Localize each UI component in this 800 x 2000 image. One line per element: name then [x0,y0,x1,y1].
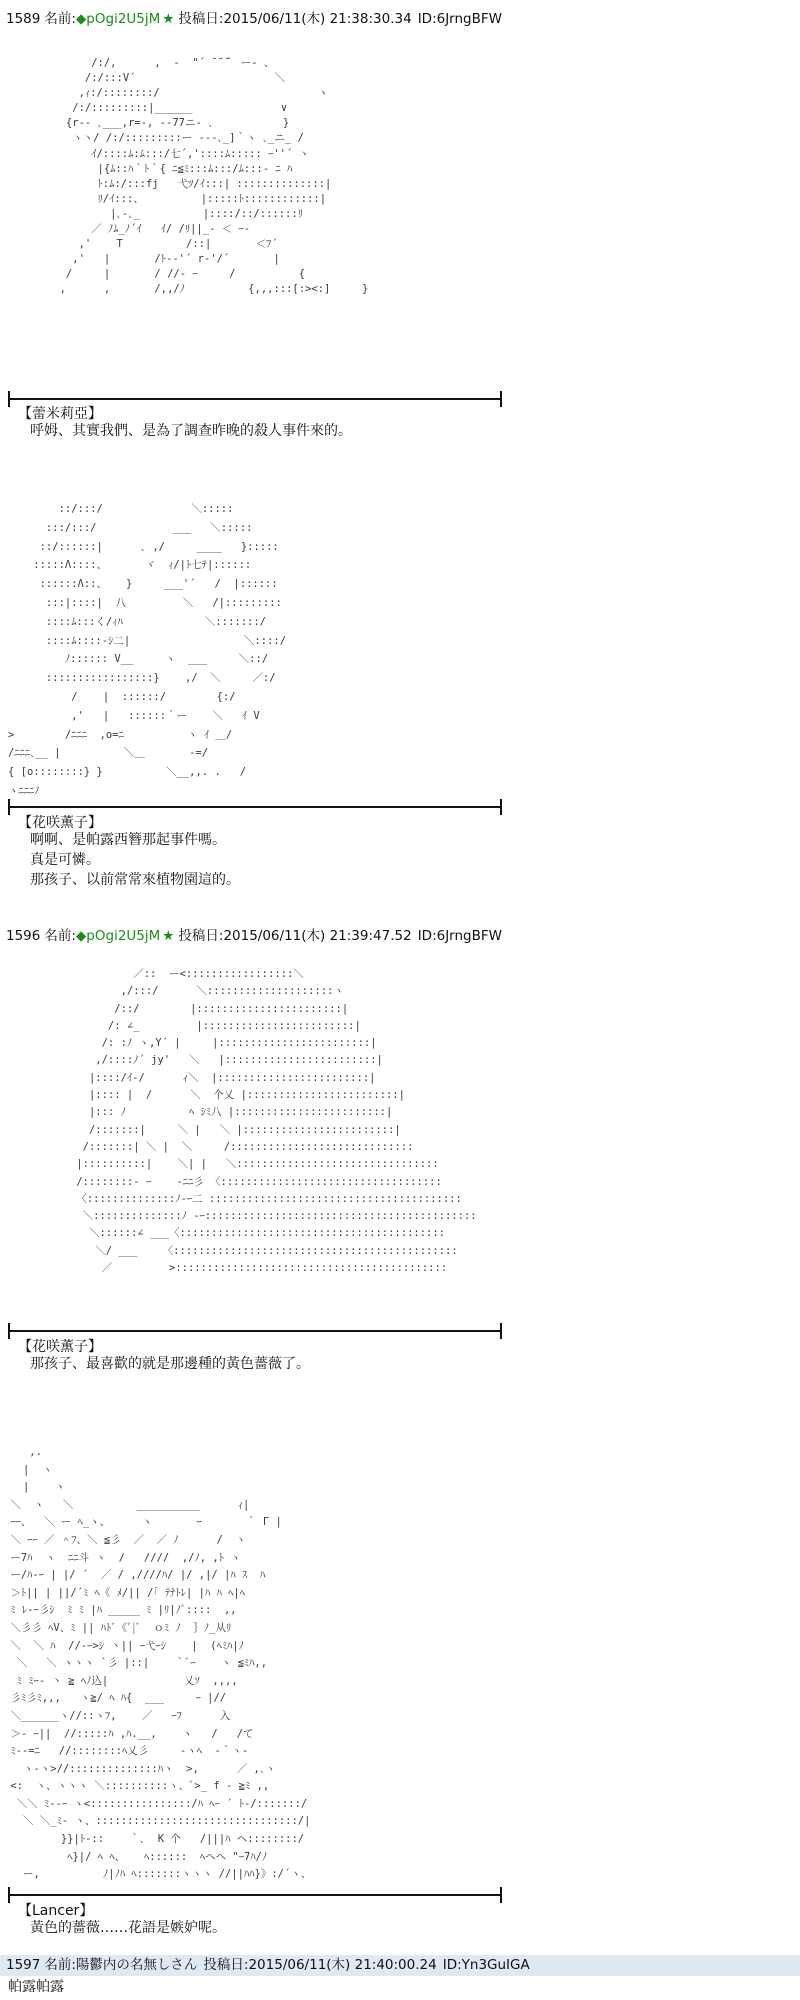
dialogue-lines [30,1918,226,1938]
dialogue-line: 黃色的薔薇……花語是嫉妒呢。 [30,1920,226,1936]
post-number[interactable]: 1597 [6,1957,41,1973]
post-id[interactable]: ID:6JrngBFW [417,11,502,27]
post-id[interactable]: ID:Yn3GuIGA [442,1957,530,1973]
dialogue-line: 那孩子、以前常常來植物園這的。 [30,872,240,888]
tripcode: ◆pOgi2U5jM [75,11,161,27]
dialogue-lines [30,1354,310,1374]
post-number[interactable]: 1596 [6,928,41,944]
divider [8,398,502,400]
divider [8,806,502,808]
dialogue-line: 啊啊、是帕露西簪那起事件嗎。 [30,832,226,848]
post-header [0,1955,530,1975]
ascii-art: ,. | ヽ | ヽ ＼ ヽ ＼ __________ ｨ| ｰｰ、 ＼ ー ﾍ_ヽ、 ヽ ｰ ｀ Γ | ＼ ｰｰ ／ ＾ﾌ、＼ ≦彡 ／ ／ ﾉ / ヽ ー7ﾊ ヽ ﾆﾆ斗 ヽ / //// ,/ﾉ, ,ﾄ ヽ ー/ﾊ-ｰ | |/ ´ ／ / ,////ﾊ/ |/ ,|/ |ﾊ ｽ ﾊ ＞ﾄ|| | ||/´ﾐ ﾍ《 ﾒ/|| /｢ ﾃﾅﾄﾚ| |ﾊ ﾊ ﾍ|ﾍ ﾐ ﾚ-ｰ彡ｼ ﾐ ﾐ |ﾊ _____ ﾐ |ﾘ|ﾉﾟ:::: ,, ＼彡彡 ﾍV、ﾐ || ﾊﾄﾞ《ﾞ|ﾞ ｏﾐ ﾉ ｝ﾉ_从ﾘ ＼ ＼ ﾊ //‐ｰ>ｼ 丶|| ｰ弋ｰｼ | (ﾍﾐﾊ|ﾉ ＼ ＼ ヽヽヽ `彡 |::| ｀ﾞｰ ヽ ≦ﾐﾊ,, ﾐ ﾐｰ- 丶 ≧ ﾍﾉ込| 乂ｿ ,,,, 彡ﾐ彡ﾐ,,, ヽ≧/ ﾍ ﾊ{ ___ ｰ |// ＼______ヽ//::ヽﾌ, ／ ｰﾌ 入 ＞‐ ｰ|| //:::::ﾊ ,ﾊ.__, ヽ / /て ﾐ‐‐=ﾆ //::::::::ﾍ乂彡 ‐ヽﾍ ‐｀ヽ‐ ヽ-ヽ>//::::::::::::::ﾊヽ >, ／ ,､ヽ <: ヽ、ヽヽヽ ＼::::::::::ヽ、ﾟ>_ f ‐ ≧ﾐ ,, ＼＼ ﾐ--ｰ ヽ<::::::::::::::::/ﾊ ﾍｰ ´ ﾄ-/:::::::/ ＼ ＼_ﾐ- ヽ、::::::::::::::::::::::::::::::::/| }}|ﾄ-:: ｀､ K 个 /|||ﾊ ヘ::::::::/ ﾍ}|/ ﾍ ﾍ、 ﾍ:::::: ﾍヘヘ "ｰ7ﾊ/ﾉ ー, ﾉ|ﾉﾊ ﾍ:::::::ヽヽヽ //||ﾊﾊ}》:/´ヽ、 [10,1446,312,1881]
speaker-name: 【花咲薫子】 [18,815,102,831]
ascii-art: /:/, , - "´ ̄ ̄ ̄｀ ー- 、 /:/:::V´ ＼ ,ｨ:/::::::::/ ヽ /:/:::::::::|______ ∨ {r‐- ､___,r=-, ‐-77ニ‐ ､ } ヽヽ/ /:/:::::::::ー ‐‐-､_]｀ヽ ､_ニ_ / ｲ/::::ﾑ:ﾑ:::/七´,'::::ﾑ::::: ｰ''´ ヽ |{ﾑ::ﾊ｀ﾄ｀{ ﾆ≦ﾐ:::ﾑ:::/ﾑ:::‐ ﾆ ﾊ ﾄ:ﾑ:/:::fj 弋ﾂ/ｲ:::| ::::::::::::::| ﾘ/ｲ:::、 |:::::ﾄ::::::::::::| |､-､_ |::::/::/::::::ﾘ ／ ﾉﾑ_ﾉ´ｲ ｲ/ /ﾘ||_- ＜ ｰ- ,' T /::| ＜ﾌ´ ,' | /ﾄ-‐'´ r‐'/´ | / | / //‐ ｰ / { , , /,,/ﾉ {,,,:::[:><:] } [59,57,369,296]
tripcode: ◆pOgi2U5jM [75,928,161,944]
speaker-name: 【蕾米莉亞】 [18,406,102,422]
poster-name: 陽鬱内の名無しさん [75,1957,198,1973]
dialogue-line: 那孩子、最喜歡的就是那邊種的黃色薔薇了。 [30,1356,310,1372]
name-label: 名前: [44,1957,76,1973]
star-icon: ★ [162,928,175,944]
name-label: 名前: [44,928,76,944]
dialogue-lines [30,421,352,441]
dialogue-line: 真是可憐。 [30,852,100,868]
divider [8,1330,502,1332]
post-date: 投稿日:2015/06/11(木) 21:39:47.52 [178,928,412,944]
post-header [0,926,502,946]
post-header-bar [0,1955,800,1976]
post-body: 帕露帕露 [8,1979,64,1995]
divider [8,1894,502,1896]
ascii-art: ::/:::/ ＼::::: :::/:::/ ___ ＼::::: ::/::::::| ､ ,/ ____ }::::: :::::Λ::::、 ヾ ｨ/|ﾄ七ﾃ|:::::: ::::::Λ::、 } ___'´ / |:::::: :::|::::| 八 ＼ /|::::::::: ::::ﾑ:::く/ｨﾊ ＼:::::::/ ::::ﾑ::::‐ｼ二| ＼::::/ ﾉ:::::: V__ ヽ ___ ＼::/ :::::::::::::::::} ,/ ＼ ／:/ / | ::::::/ {:/ ,' | ::::::｀ー ＼ ｲ V > /ﾆﾆﾆ ,o=ﾆ ヽ ｲ ＿/ /ﾆﾆﾆ､__ | ＼＿ ‐=/ { [o::::::::} } ＼__,,. . / ヽﾆﾆﾆﾉ [8,503,287,797]
post-id[interactable]: ID:6JrngBFW [417,928,502,944]
post-date: 投稿日:2015/06/11(木) 21:40:00.24 [203,1957,437,1973]
post-header [0,9,502,29]
name-label: 名前: [44,11,76,27]
dialogue-lines [30,830,240,890]
dialogue-line: 呼姆、其實我們、是為了調查昨晚的殺人事件來的。 [30,423,352,439]
post-number[interactable]: 1589 [6,11,41,27]
star-icon: ★ [162,11,175,27]
speaker-name: 【Lancer】 [18,1903,94,1919]
speaker-name: 【花咲薫子】 [18,1339,102,1355]
ascii-art: ／:: ー<:::::::::::::::::＼ ,/:::/ ＼::::::::::::::::::::ヽ /::/ |:::::::::::::::::::::::| /: ∠_ |::::::::::::::::::::::::| /: :ﾉ ヽ,Y´ | |::::::::::::::::::::::::| ,/::::ﾉ´ jy' ＼ |::::::::::::::::::::::::| |::::/ｲ-/ ｨ＼ |::::::::::::::::::::::::| |:::: | / ＼ 个乂 |::::::::::::::::::::::::| |::: ﾉ ﾍ ｼﾐ八 |::::::::::::::::::::::::| /:::::::| ＼ | ＼ |::::::::::::::::::::::::| /:::::::| ＼ | ＼ /::::::::::::::::::::::::::::: |::::::::::| ＼| | ＼:::::::::::::::::::::::::::::::: /::::::::‐ ｰ -ﾆﾆ彡 〈::::::::::::::::::::::::::::::::::: 〈::::::::::::::ﾉ‐ｰ二 :::::::::::::::::::::::::::::::::::::::: ＼::::::::::::::ﾉ ‐ｰ::::::::::::::::::::::::::::::::::::::::::: ＼::::::∠ ___〈:::::::::::::::::::::::::::::::::::::::::: ＼/ ___ 〈::::::::::::::::::::::::::::::::::::::::::::: ／ >::::::::::::::::::::::::::::::::::::::::::: [76,968,477,1275]
post-date: 投稿日:2015/06/11(木) 21:38:30.34 [178,11,412,27]
